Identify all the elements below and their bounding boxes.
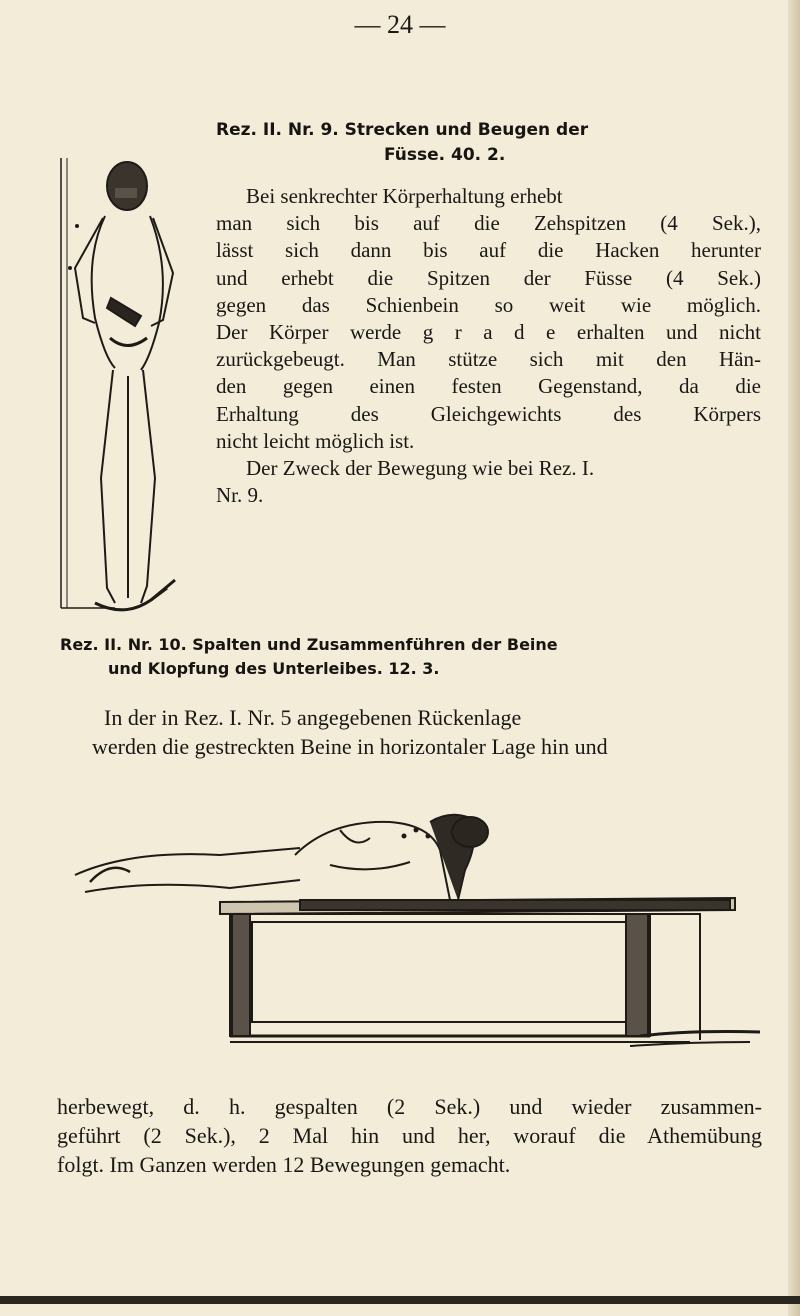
page-number: — 24 — (354, 10, 446, 39)
text-line: Nr. 9. (216, 483, 264, 508)
text-line: Erhaltung des Gleichgewichts des Körpers (216, 401, 761, 426)
heading-line: Füsse. 40. 2. (384, 145, 506, 165)
text-line: Bei senkrechter Körperhaltung erhebt (246, 184, 563, 208)
heading-line: Rez. II. Nr. 10. Spalten und Zusammenführen der Beine (60, 635, 558, 654)
section1-paragraph (216, 183, 761, 509)
section-heading-nr9 (216, 118, 588, 168)
section-heading-nr10 (60, 633, 558, 681)
heading-line: Rez. II. Nr. 9. Strecken und Beugen der (216, 120, 589, 140)
text-line: man sich bis auf die Zehspitzen (4 Sek.), (216, 211, 761, 236)
text-line: werden die gestreckten Beine in horizontaler Lage hin und (92, 734, 608, 759)
text-line: den gegen einen festen Gegenstand, da die (216, 374, 761, 399)
text-line: geführt (2 Sek.), 2 Mal hin und her, worauf die Athemübung (57, 1123, 762, 1148)
text-line: Der Körper werde g r a d e erhalten und nicht (216, 320, 761, 345)
text-line: herbewegt, d. h. gespalten (2 Sek.) und wieder zusammen- (57, 1094, 762, 1119)
text-line: lässt sich dann bis auf die Hacken herunter (216, 238, 761, 263)
text-line: gegen das Schienbein so weit wie möglich. (216, 292, 761, 317)
section2-intro-paragraph (92, 703, 764, 761)
text-line: Der Zweck der Bewegung wie bei Rez. I. (246, 456, 595, 481)
text-line: folgt. Im Ganzen werden 12 Bewegungen gemacht. (57, 1152, 511, 1177)
text-line: und erhebt die Spitzen der Füsse (4 Sek.) (216, 265, 761, 290)
bottom-rule (0, 1296, 800, 1304)
reclining-figure-illustration (70, 810, 770, 1060)
page-edge (788, 0, 800, 1316)
text-line: nicht leicht möglich ist. (216, 428, 415, 453)
text-line: In der in Rez. I. Nr. 5 angegebenen Rückenlage (104, 705, 522, 730)
standing-figure-illustration (55, 148, 185, 618)
section2-closing-paragraph (57, 1092, 762, 1179)
heading-line: und Klopfung des Unterleibes. 12. 3. (108, 659, 440, 678)
text-line: zurückgebeugt. Man stütze sich mit den Hän- (216, 347, 761, 372)
